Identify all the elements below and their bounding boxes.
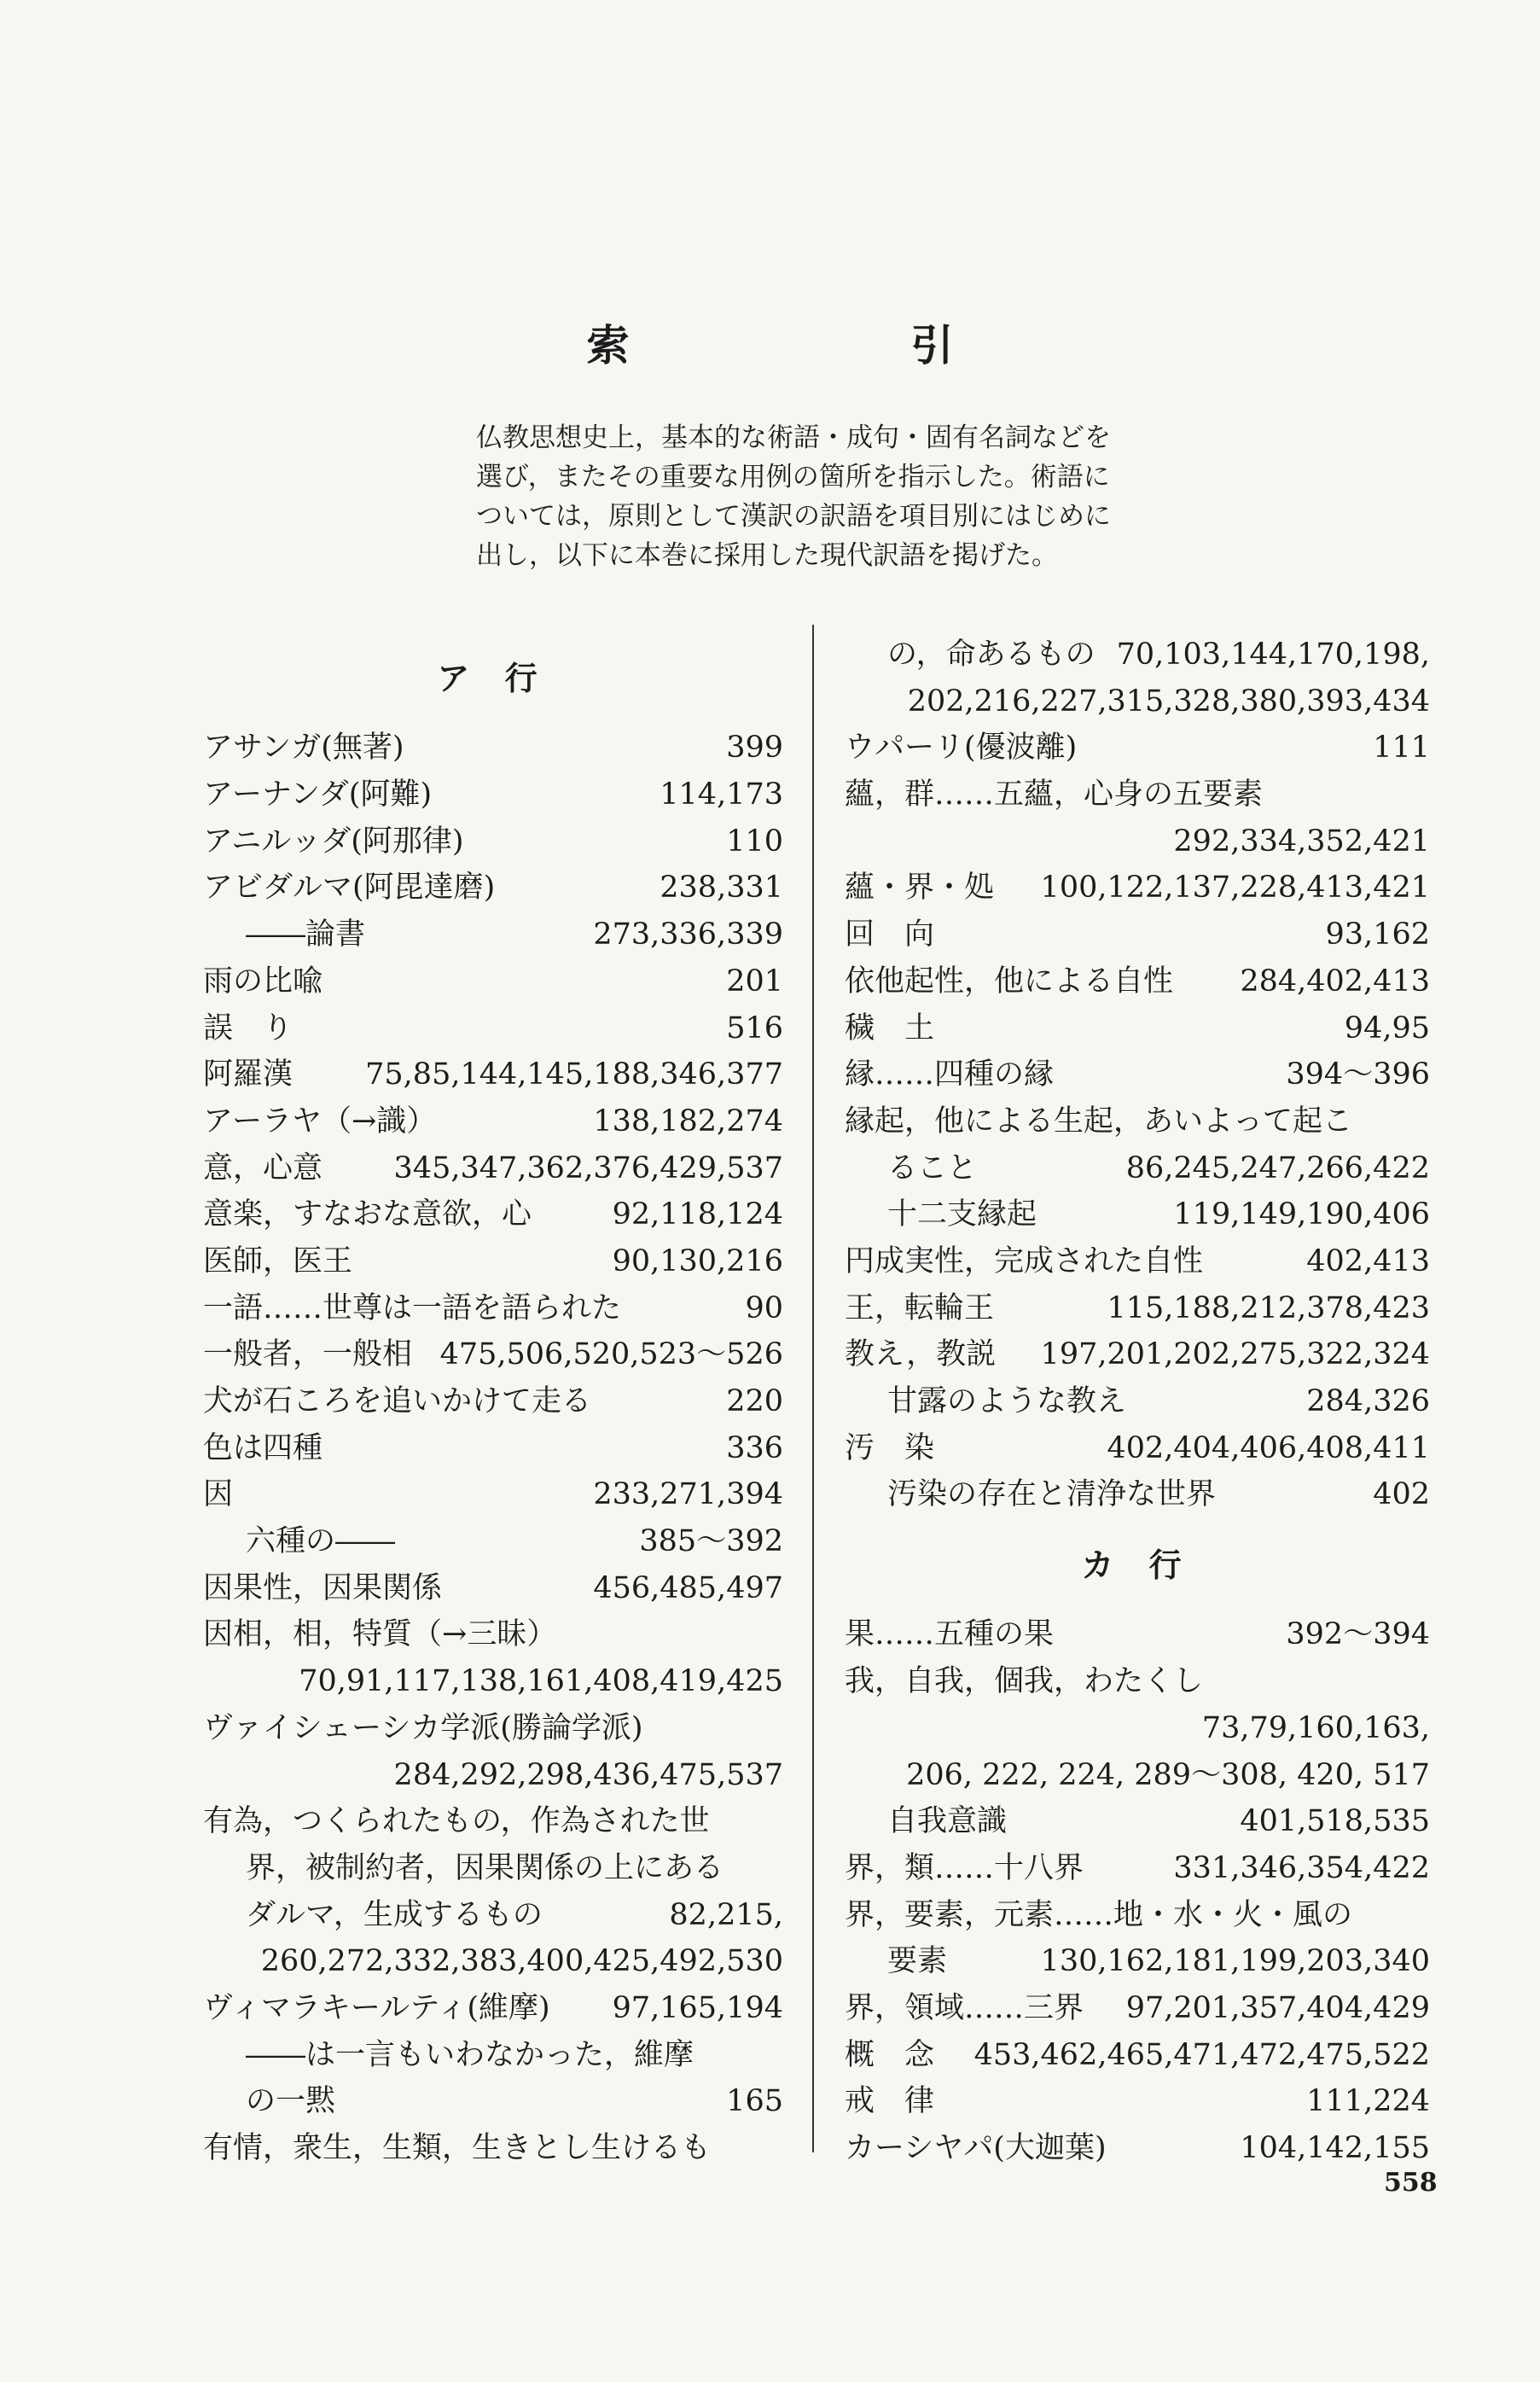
page-references: 100,122,137,228,413,421 [1040,871,1430,906]
index-entry [845,725,1430,772]
section-heading-text: カ 行 [1081,1546,1194,1585]
index-term: 縁……四種の縁 [845,1057,1055,1092]
page-references: 86,245,247,266,422 [1125,1150,1430,1185]
index-term: 汚 染 [845,1430,935,1465]
column-divider [812,625,814,2152]
index-term: 界，類……十八界 [845,1850,1084,1885]
index-entry [203,2078,783,2125]
index-term: 蘊，群……五蘊，心身の五要素 [845,777,1264,812]
page-references: 165 [726,2084,783,2119]
intro-line: 出し，以下に本巻に採用した現代訳語を掲げた。 [476,540,1058,571]
index-entry [845,818,1430,865]
page-references: 201 [726,964,783,999]
index-entry [845,911,1430,958]
index-term: 自我意識 [887,1804,1008,1839]
index-entry [203,818,783,865]
index-entry [845,1191,1430,1238]
index-term: アーナンダ(阿難) [203,777,433,812]
index-entry [203,1051,783,1098]
index-column-right [845,632,1430,2172]
page-references: 402,404,406,408,411 [1107,1430,1430,1465]
index-entry [203,2032,783,2079]
index-term: 有情，衆生，生類，生きとし生けるも [203,2131,712,2166]
page-references: 138,182,274 [593,1104,783,1139]
index-column-left [203,632,783,2172]
page-references: 394～396 [1286,1057,1430,1092]
index-entry [203,1985,783,2032]
index-entry [203,1798,783,1845]
index-entry [845,1752,1430,1799]
index-term: 犬が石ころを追いかけて走る [203,1384,592,1419]
page-references: 284,402,413 [1240,964,1430,999]
index-term: 穢 土 [845,1010,935,1045]
index-term: アーラヤ（→識） [203,1104,437,1139]
index-entry [845,1331,1430,1378]
page-references: 220 [726,1384,783,1419]
index-term: アサンガ(無著) [203,731,404,766]
index-term: 概 念 [845,2037,935,2072]
index-entry [203,1238,783,1285]
page-references: 273,336,339 [593,917,783,952]
index-term: 蘊・界・処 [845,871,995,906]
index-term: カーシヤパ(大迦葉) [845,2131,1107,2166]
index-entry [845,1051,1430,1098]
index-term: 縁起，他による生起，あいよって起こ [845,1104,1353,1139]
page-references: 114,173 [660,777,783,812]
index-entry [203,1471,783,1518]
page-references: 94,95 [1344,1010,1430,1045]
index-entry [845,1611,1430,1658]
index-term: 界，被制約者，因果関係の上にある [246,1850,724,1885]
index-term: 雨の比喩 [203,964,323,999]
index-term: 六種の―― [246,1524,396,1559]
page-references: 233,271,394 [593,1477,783,1512]
page-references: 202,216,227,315,328,380,393,434 [907,684,1430,719]
index-entry [203,865,783,911]
page-references: 111,224 [1306,2084,1430,2119]
index-term: 円成実性，完成された自性 [845,1243,1204,1278]
index-term: 因相，相，特質（→三昧） [203,1617,557,1652]
page-references: 392～394 [1286,1617,1430,1652]
index-term: 果……五種の果 [845,1617,1055,1652]
index-entry [845,678,1430,725]
page-references: 90,130,216 [612,1243,783,1278]
index-entry [203,1938,783,1985]
index-entry [845,772,1430,818]
index-entry [203,1518,783,1565]
index-entry [203,1285,783,1332]
page-references: 284,292,298,436,475,537 [393,1757,783,1792]
page-references: 453,462,465,471,472,475,522 [973,2037,1430,2072]
index-term: 要素 [887,1944,948,1979]
index-entry [203,1892,783,1939]
index-term: 意楽，すなおな意欲，心 [203,1197,532,1232]
index-entry [203,1098,783,1145]
page-references: 292,334,352,421 [1173,824,1430,859]
index-entry [203,2125,783,2172]
index-entry [845,1938,1430,1985]
index-term: 界，領域……三界 [845,1990,1084,2025]
index-term: ――は一言もいわなかった，維摩 [246,2037,694,2072]
index-term: 王，転輪王 [845,1290,995,1325]
index-entry [845,1285,1430,1332]
index-entry [845,1238,1430,1285]
index-term: ヴィマラキールティ(維摩) [203,1990,550,2025]
page-references: 402 [1373,1477,1430,1512]
index-entry [845,1145,1430,1192]
page-references: 475,506,520,523～526 [439,1337,783,1372]
page-references: 97,165,194 [612,1990,783,2025]
page-title: 索 引 [586,320,1073,370]
page-references: 73,79,160,163, [1201,1710,1430,1745]
index-entry [845,865,1430,911]
intro-paragraph [476,418,1159,575]
index-entry [845,2078,1430,2125]
index-entry [203,1752,783,1799]
page-references: 104,142,155 [1240,2131,1430,2166]
index-entry [203,1005,783,1052]
index-term: 有為，つくられたもの，作為された世 [203,1804,710,1839]
index-entry [203,1845,783,1892]
intro-line: 仏教思想史上，基本的な術語・成句・固有名詞などを [476,422,1111,453]
index-term: の一黙 [246,2084,336,2119]
page-references: 115,188,212,378,423 [1107,1290,1430,1325]
index-term: 誤 り [203,1010,293,1045]
page-references: 238,331 [660,871,783,906]
index-term: アニルッダ(阿那律) [203,824,464,859]
index-term: 我，自我，個我，わたくし [845,1664,1204,1699]
index-entry [203,1611,783,1658]
index-entry [845,1098,1430,1145]
index-entry [845,2125,1430,2172]
index-entry [845,632,1430,678]
index-term: 界，要素，元素……地・水・火・風の [845,1897,1353,1932]
index-entry [845,2032,1430,2079]
index-entry [845,958,1430,1005]
page-number: 558 [1384,2168,1438,2198]
page-references: 82,215, [669,1897,783,1932]
index-entry [203,1191,783,1238]
index-term: ヴァイシェーシカ学派(勝論学派) [203,1710,643,1745]
index-term: 十二支縁起 [887,1197,1037,1232]
index-entry [845,1798,1430,1845]
index-entry [845,1892,1430,1939]
index-term: 回 向 [845,917,935,952]
page-references: 401,518,535 [1240,1804,1430,1839]
index-entry [203,1565,783,1612]
index-term: 戒 律 [845,2084,935,2119]
intro-line: ついては，原則として漢訳の訳語を項目別にはじめに [476,501,1111,532]
index-term: 一般者，一般相 [203,1337,413,1372]
page-references: 93,162 [1325,917,1430,952]
index-term: 因 [203,1477,234,1512]
index-entry [203,1425,783,1472]
section-heading-text: ア 行 [437,659,549,697]
page-references: 119,149,190,406 [1173,1197,1430,1232]
page-references: 206, 222, 224, 289～308, 420, 517 [906,1757,1430,1792]
page-references: 110 [726,824,783,859]
page-references: 456,485,497 [593,1570,783,1605]
index-entry [203,725,783,772]
index-entry [203,1378,783,1425]
page-references: 260,272,332,383,400,425,492,530 [260,1944,783,1979]
index-entry [845,1005,1430,1052]
page-references: 402,413 [1306,1243,1430,1278]
index-term: 甘露のような教え [887,1384,1127,1418]
index-entry [203,1145,783,1192]
index-entry [845,1471,1430,1518]
page-references: 399 [726,731,783,766]
index-term: 阿羅漢 [203,1057,293,1092]
index-entry [845,1705,1430,1752]
page-references: 197,201,202,275,322,324 [1040,1337,1430,1372]
page-references: 90 [745,1290,783,1325]
index-entry [845,1658,1430,1705]
index-term: 汚染の存在と清浄な世界 [887,1477,1217,1512]
index-entry [845,1425,1430,1472]
page-references: 516 [726,1010,783,1045]
index-term: の，命あるもの [887,638,1095,672]
index-term: ウパーリ(優波離) [845,731,1078,766]
section-heading [845,1518,1430,1611]
index-term: アビダルマ(阿毘達磨) [203,871,496,906]
index-entry [203,958,783,1005]
index-entry [845,1985,1430,2032]
page-references: 70,103,144,170,198, [1116,638,1430,672]
index-entry [203,772,783,818]
index-term: ――論書 [246,917,366,952]
index-term: 色は四種 [203,1430,323,1465]
index-entry [203,1658,783,1705]
page-references: 92,118,124 [612,1197,783,1232]
page-references: 111 [1373,731,1430,766]
page-references: 75,85,144,145,188,346,377 [365,1057,783,1092]
page-references: 130,162,181,199,203,340 [1040,1944,1430,1979]
index-entry [203,1705,783,1752]
page-references: 385～392 [639,1524,783,1559]
page-references: 70,91,117,138,161,408,419,425 [299,1664,783,1699]
section-heading [203,632,783,725]
index-term: 依他起性，他による自性 [845,964,1174,999]
index-entry [845,1378,1430,1425]
index-entry [203,911,783,958]
page-references: 331,346,354,422 [1173,1850,1430,1885]
index-term: 意，心意 [203,1150,323,1185]
index-term: 一語……世尊は一語を語られた [203,1290,622,1325]
index-term: 医師，医王 [203,1243,353,1278]
page-references: 336 [726,1430,783,1465]
page-references: 345,347,362,376,429,537 [393,1150,783,1185]
index-entry [203,1331,783,1378]
page-references: 284,326 [1306,1384,1430,1418]
index-term: ダルマ，生成するもの [246,1897,543,1932]
index-term: 教え，教説 [845,1337,997,1372]
index-term: 因果性，因果関係 [203,1570,443,1605]
page-references: 97,201,357,404,429 [1125,1990,1430,2025]
index-term: ること [887,1150,978,1185]
index-entry [845,1845,1430,1892]
intro-line: 選び，またその重要な用例の箇所を指示した。術語に [476,462,1110,492]
